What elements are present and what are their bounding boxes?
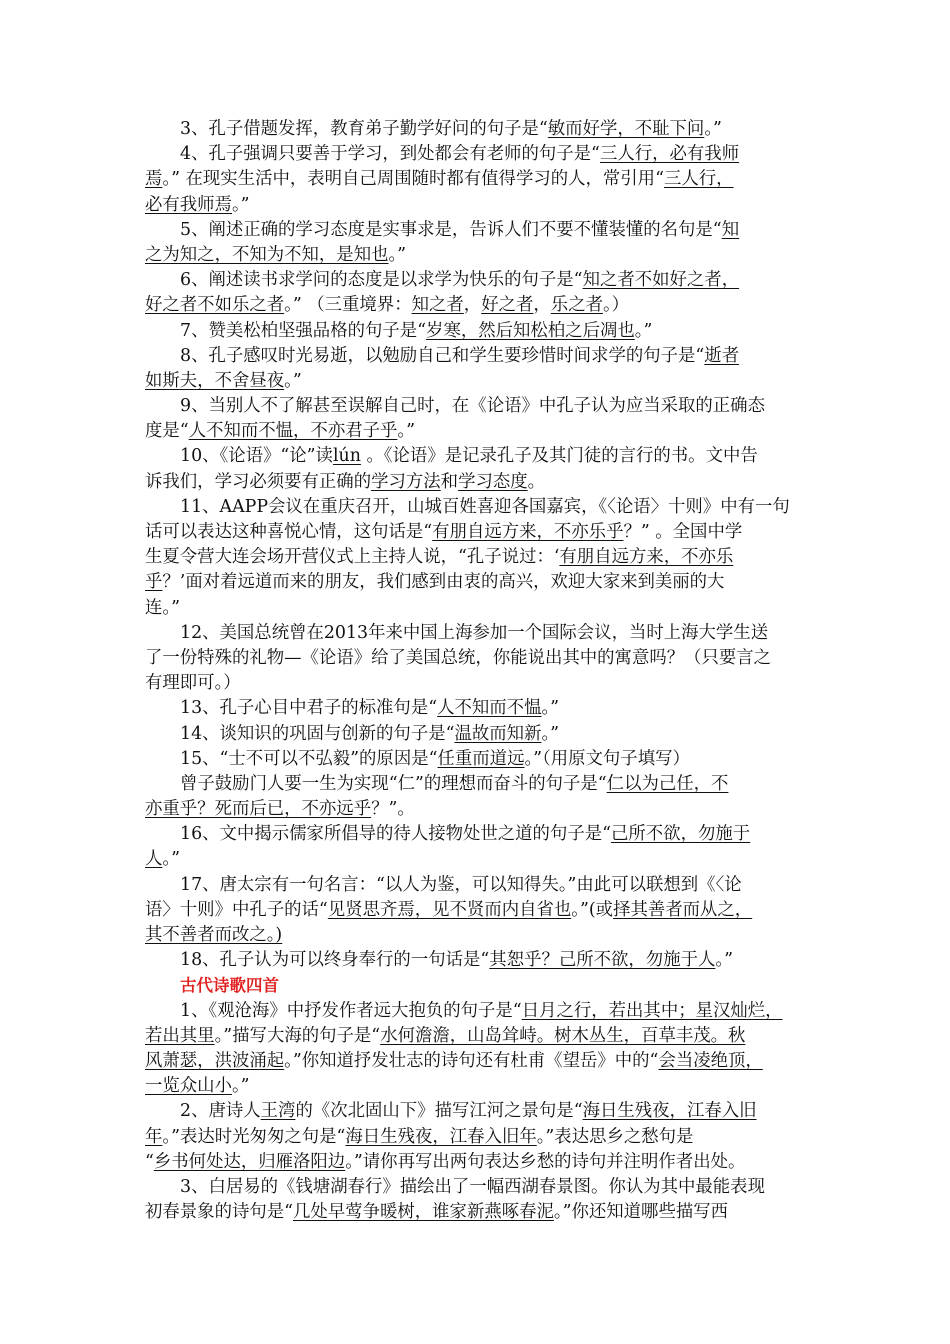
text-line [145,117,810,142]
text-line [145,621,810,646]
text-segment: 。” [162,849,180,870]
underlined-answer: 年 [145,1126,163,1147]
text-segment: 6、阐述读书求学问的态度是以求学为快乐的句子是“ [180,270,583,291]
text-segment: ， [463,295,482,316]
text-segment: 。《论语》是记录孔子及其门徒的言行的书。文中告 [360,446,758,467]
text-segment: 和 [440,471,459,492]
underlined-answer: 岁寒，然后知松柏之后凋也 [426,320,635,341]
text-line [145,696,810,721]
text-segment: 。”表达时光匆匆之句是“ [162,1126,346,1147]
text-segment: 有理即可。） [145,673,241,694]
text-line [145,520,810,545]
underlined-answer: 学习方法 [371,471,441,492]
text-segment: 。” [388,244,407,265]
underlined-answer: 几处早莺争暖树，谁家新燕啄春泥 [293,1202,554,1223]
underlined-answer: 海日生残夜，江春入旧 [582,1101,757,1122]
text-line [145,1099,810,1124]
text-segment: 度是“ [145,421,189,442]
text-line [145,596,810,621]
text-segment: 。） [602,295,630,316]
underlined-answer: 乐之者 [550,295,603,316]
text-segment: 10、《论语》“论”读 [180,446,333,467]
text-line [145,898,810,923]
underlined-answer: 知之者 [411,295,464,316]
text-segment: 1、《观沧海》中抒发作者远大抱负的句子是“ [180,1000,522,1021]
text-segment: 。” [715,950,733,971]
text-line [145,193,810,218]
underlined-answer: 其恕乎？己所不欲，勿施于人 [489,950,716,971]
text-line [145,847,810,872]
text-segment: 话可以表达这种喜悦心情，这句话是“ [145,522,433,542]
text-segment: ？”。 [371,799,415,820]
underlined-answer: 一览众山小 [145,1076,232,1097]
text-segment: 8、孔子感叹时光易逝，以勉励自己和学生要珍惜时间求学的句子是“ [180,345,705,366]
text-segment: 。 [527,471,546,492]
text-segment: 14、谈知识的巩固与创新的句子是“ [180,723,455,744]
text-segment: 7、赞美松柏坚强品格的句子是“ [180,320,427,341]
underlined-answer: 水何澹澹，山岛耸峙。树木丛生，百草丰茂。秋 [380,1025,746,1046]
text-line [145,1049,810,1074]
text-line [145,570,810,595]
text-segment: 。” [397,421,415,442]
text-line [145,722,810,747]
text-line [145,1074,810,1099]
text-segment: 连。” [145,597,180,618]
text-segment: 17、唐太宗有一句名言：“以人为鉴，可以知得失。”由此可以联想到《〈论 [180,874,742,895]
text-line [145,646,810,671]
text-line [145,419,810,444]
text-line [145,142,810,167]
underlined-answer: 三人行，必有我师 [599,144,740,165]
text-line [145,545,810,570]
text-segment: 15、“士不可以不弘毅”的原因是“ [180,748,438,769]
underlined-answer: 王湾 [260,1101,296,1122]
text-segment: 13、孔子心目中君子的标准句是“ [180,698,438,719]
underlined-answer: 任重而道远 [437,748,525,769]
underlined-answer: 仁以为己任，不 [606,773,729,794]
text-line [145,243,810,268]
underlined-answer: 会当凌绝顶， [658,1050,763,1071]
text-line [145,873,810,898]
text-line [145,822,810,847]
underlined-answer: 三人行， [663,169,734,190]
text-segment: 。” （三重境界： [284,295,412,316]
text-line [145,999,810,1024]
underlined-answer: 乎 [145,572,163,593]
underlined-answer: 知之者不如好之者， [582,270,740,291]
text-line [145,268,810,293]
text-segment: 5、阐述正确的学习态度是实事求是，告诉人们不要不懂装懂的名句是“ [180,219,722,240]
text-segment: 18、孔子认为可以终身奉行的一句话是“ [180,950,490,971]
underlined-answer: 日月之行，若出其中；星汉灿烂， [521,1000,783,1021]
underlined-answer: 己所不欲，勿施于 [611,824,751,845]
underlined-answer: 乡书何处达，归雁洛阳边 [153,1151,346,1172]
text-segment: 。”(或 [571,899,614,920]
text-line [145,671,810,696]
text-line [145,948,810,973]
text-segment: 。”请你再写出两句表达乡愁的诗句并注明作者出处。 [345,1151,746,1172]
text-segment: 。” [541,723,560,744]
text-line [145,1200,810,1225]
underlined-answer: 必有我师焉 [145,194,232,215]
underlined-answer: 焉 [145,169,163,190]
section-heading [145,973,810,998]
text-segment: 。”你还知道哪些描写西 [553,1202,729,1223]
text-line [145,319,810,344]
text-line [145,1175,810,1200]
text-segment: 。” [231,1076,250,1097]
text-segment: 。”描写大海的句子是“ [214,1025,381,1046]
underlined-answer: 敏而好学，不耻下问 [547,119,705,139]
text-line [145,369,810,394]
text-segment: 。” [231,194,250,215]
text-segment: 。” [634,320,653,341]
text-segment: 古代诗歌四首 [180,976,279,996]
text-line [145,167,810,192]
underlined-answer: 人不知而不愠 [437,698,542,719]
underlined-answer: 亦重乎？死而后已，不亦远乎 [145,799,372,820]
text-segment: ？’面对着远道而来的朋友，我们感到由衷的高兴，欢迎大家来到美丽的大 [162,572,725,593]
text-line [145,344,810,369]
underlined-answer: 好之者 [481,295,534,316]
underlined-answer: 之为知之，不知为不知，是知也 [145,244,389,265]
text-line [145,1024,810,1049]
text-line [145,444,810,469]
text-line [145,772,810,797]
underlined-answer: lún [332,446,361,467]
text-line [145,470,810,495]
underlined-answer: 好之者不如乐之者 [145,295,285,316]
text-segment: 。”（用原文句子填写） [524,748,690,769]
text-segment: 16、文中揭示儒家所倡导的待人接物处世之道的句子是“ [180,824,612,845]
underlined-answer: 有朋自远方来，不亦乐乎 [432,522,624,542]
text-segment: 。” [541,698,560,719]
text-segment: 。”你知道抒发壮志的诗句还有杜甫《望岳》中的“ [284,1050,659,1071]
underlined-answer: 有朋自远方来，不亦乐 [559,547,734,568]
text-segment: 初春景象的诗句是“ [145,1202,294,1223]
underlined-answer: 人不知而不愠，不亦君子乎 [188,421,398,442]
text-line [145,1150,810,1175]
text-line [145,293,810,318]
underlined-answer: 其不善者而改之。) [145,925,283,945]
text-line [145,797,810,822]
text-segment: 了一份特殊的礼物—《论语》给了美国总统，你能说出其中的寓意吗？（只要言之 [145,647,772,668]
text-segment: 。” 在现实生活中，表明自己周围随时都有值得学习的人，常引用“ [162,169,664,190]
underlined-answer: 风萧瑟，洪波涌起 [145,1050,285,1071]
text-segment: 12、美国总统曾在2013年来中国上海参加一个国际会议，当时上海大学生送 [180,622,769,643]
text-line [145,923,810,948]
underlined-answer: 逝者 [704,345,740,366]
text-segment: 9、当别人不了解甚至误解自己时，在《论语》中孔子认为应当采取的正确态 [180,396,765,417]
underlined-answer: 知 [721,219,740,240]
text-segment: 生夏令营大连会场开营仪式上主持人说，“孔子说过：‘ [145,547,560,568]
underlined-answer: 人 [145,849,163,870]
text-segment: 语〉十则》中孔子的话“ [145,899,328,920]
text-segment: 3、白居易的《钱塘湖春行》描绘出了一幅西湖春景图。你认为其中最能表现 [180,1176,765,1197]
text-segment: 的《次北固山下》描写江河之景句是“ [295,1101,583,1122]
underlined-answer: 择其善者而从之， [613,899,753,920]
text-segment: “ [145,1151,154,1172]
text-line [145,218,810,243]
text-line [145,747,810,772]
underlined-answer: 若出其里 [145,1025,215,1046]
document-body [145,117,810,1225]
text-segment: 3、孔子借题发挥，教育弟子勤学好问的句子是“ [180,119,548,139]
underlined-answer: 如斯夫，不舍昼夜 [145,370,285,391]
text-line [145,495,810,520]
text-segment: 11、AAPP会议在重庆召开，山城百姓喜迎各国嘉宾，《〈论语〉十则》中有一句 [180,496,790,517]
text-segment: ， [533,295,551,316]
text-line [145,394,810,419]
text-segment: ？” 。全国中学 [623,522,743,542]
text-segment: 。” [704,119,722,139]
underlined-answer: 温故而知新 [454,723,542,744]
text-segment: 2、唐诗人 [180,1101,261,1122]
text-segment: 曾子鼓励门人要一生为实现“仁”的理想而奋斗的句子是“ [180,773,607,794]
underlined-answer: 见贤思齐焉，见不贤而内自省也 [327,899,572,920]
text-segment: 诉我们，学习必须要有正确的 [145,471,372,492]
text-segment: 。” [284,370,302,391]
text-segment: 。”表达思乡之愁句是 [536,1126,694,1147]
text-line [145,1125,810,1150]
underlined-answer: 学习态度 [458,471,528,492]
underlined-answer: 海日生残夜，江春入旧年 [345,1126,537,1147]
text-segment: 4、孔子强调只要善于学习，到处都会有老师的句子是“ [180,144,600,165]
